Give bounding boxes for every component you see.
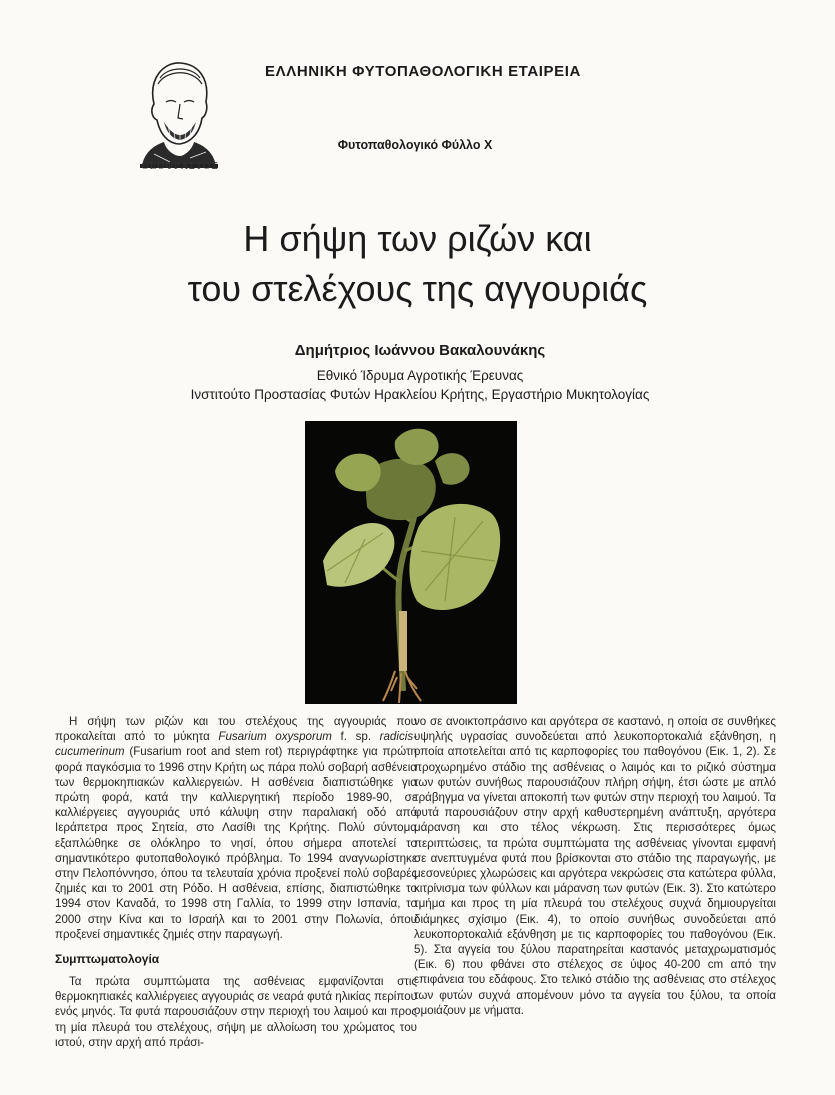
intro-text-b: f. sp. [331,730,380,744]
article-title [90,214,745,314]
title-line-1: Η σήψη των ριζών και [243,218,592,259]
symptoms-paragraph-continued: νο σε ανοικτοπράσινο και αργότερα σε καστανό, η οποία σε συνθήκες υψηλής υγρασίας συνοδεύεται από λευκοπορτοκαλιά εξάνθηση, η οποία αποτελείται από τις καρποφορίες του παθογόνου (Εικ. 1, 2). Σε προχωρημένο στάδιο της ασθένειας ο λαιμός και το ριζικό σύστημα των φυτών συνήθως παρουσιάζουν πλήρη σήψη, έτσι ώστε με απλό τράβηγμα να γίνεται αποκοπή των φυτών στην περιοχή του λαιμού. Τα φυτά παρουσιάζουν στην αρχή καθυστερημένη ανάπτυξη, αργότερα μάρανση και στο τέλος νέκρωση. Στις περισσότερες όμως περιπτώσεις, τα πρώτα συμπτώματα της ασθένειας γίνονται εμφανή σε ανεπτυγμένα φυτά που βρίσκονται στο στάδιο της παραγωγής, με μεσονεύριες χλωρώσεις και αργότερα νεκρώσεις στα κατώτερα φύλλα, κιτρίνισμα των φύλλων και μάρανση των φυτών (Εικ. 3). Στο κατώτερο τμήμα και προς τη μία πλευρά του στελέχους συχνά δημιουργείται διάμηκες σχίσιμο (Εικ. 4), το οποίο συνήθως συνοδεύεται από λευκοπορτοκαλιά εξάνθηση με τις καρποφορίες του παθογόνου (Εικ. 5). Στα αγγεία του ξύλου παρατηρείται καστανός μεταχρωματισμός (Εικ. 6) που φθάνει στο στέλεχος σε ύψος 40-200 cm από την επιφάνεια του εδάφους. Στο τελικό στάδιο της ασθένειας στο στέλεχος των φυτών συχνά απομένουν μόνο τα αγγεία του ξύλου, τα οποία ομοιάζουν με νήματα. [414,715,776,1017]
symptoms-paragraph: Τα πρώτα συμπτώματα της ασθένειας εμφανίζονται στις θερμοκηπιακές καλλιέργειες αγγουριάς σε νεαρά φυτά ηλικίας περίπου ενός μηνός. Τα φυτά παρουσιάζουν στην περιοχή του λαιμού και προς τη μία πλευρά του στελέχους, σήψη με αλλοίωση του χρώματος του ιστού, στην αρχή από πράσι- [55,975,417,1049]
section-heading-symptoms: Συμπτωματολογία [55,952,160,966]
logo-caption: ΘΕΟΦΡΑΣΤΟΣ [141,162,219,172]
plant-illustration [305,421,517,704]
symptoms-column-left [55,974,417,1050]
intro-column [55,714,417,942]
series-label: Φυτοπαθολογικό Φύλλο Χ [337,138,493,152]
intro-text-c: (Fusarium root and stem rot) περιγράφτηκε για πρώτη φορά παγκόσμια το 1996 στην Κρήτη ως πάρα πολύ σοβαρή ασθένεια των θερμοκηπιακών καλλιεργειών. Η ασθένεια διαπιστώθηκε για πρώτη φορά, κατά την καλλιεργητική περίοδο 1989-90, σε καλλιέργειες αγγουριάς υπό κάλυψη στην παραλιακή οδό από Ιεράπετρα προς Σητεία, στο Λασίθι της Κρήτης. Πολύ σύντομα εξαπλώθηκε σε ολόκληρο το νησί, όπου σήμερα αποτελεί το σημαντικότερο φυτοπαθολογικό πρόβλημα. Το 1994 αναγνωρίστηκε στην Πελοπόννησο, όπου τα τελευταία χρόνια προξενεί πολύ σοβαρές ζημιές και το 2001 στη Ρόδο. Η ασθένεια, επίσης, διαπιστώθηκε το 1994 στον Καναδά, το 1998 στη Γαλλία, το 1999 στην Ισπανία, το 2000 στην Κίνα και το Ισραήλ και το 2001 στην Πολωνία, όπου προξενεί σημαντικές ζημιές στην παραγωγή. [55,745,417,941]
author-name: Δημήτριος Ιωάννου Βακαλουνάκης [294,342,546,359]
species-name: Fusarium oxysporum [218,730,332,744]
intro-text-a: Η σήψη των ριζών και του στελέχους της αγγουριάς που προκαλείται από το μύκητα [55,715,417,744]
cucumber-plant-photo [305,421,517,704]
affiliation-institute: Εθνικό Ίδρυμα Αγροτικής Έρευνας [316,368,524,383]
society-name: ΕΛΛΗΝΙΚΗ ΦΥΤΟΠΑΘΟΛΟΓΙΚΗ ΕΤΑΙΡΕΙΑ [265,63,581,80]
affiliation-lab: Ινστιτούτο Προστασίας Φυτών Ηρακλείου Κρήτης, Εργαστήριο Μυκητολογίας [190,387,650,402]
intro-paragraph [55,714,417,942]
author-affiliation [110,366,730,404]
title-line-2: του στελέχους της αγγουριάς [187,268,648,309]
symptoms-column-right [414,714,776,1018]
theophrastus-bust-logo [134,58,224,176]
forma-specialis: radicis-cucumerinum [55,730,417,759]
